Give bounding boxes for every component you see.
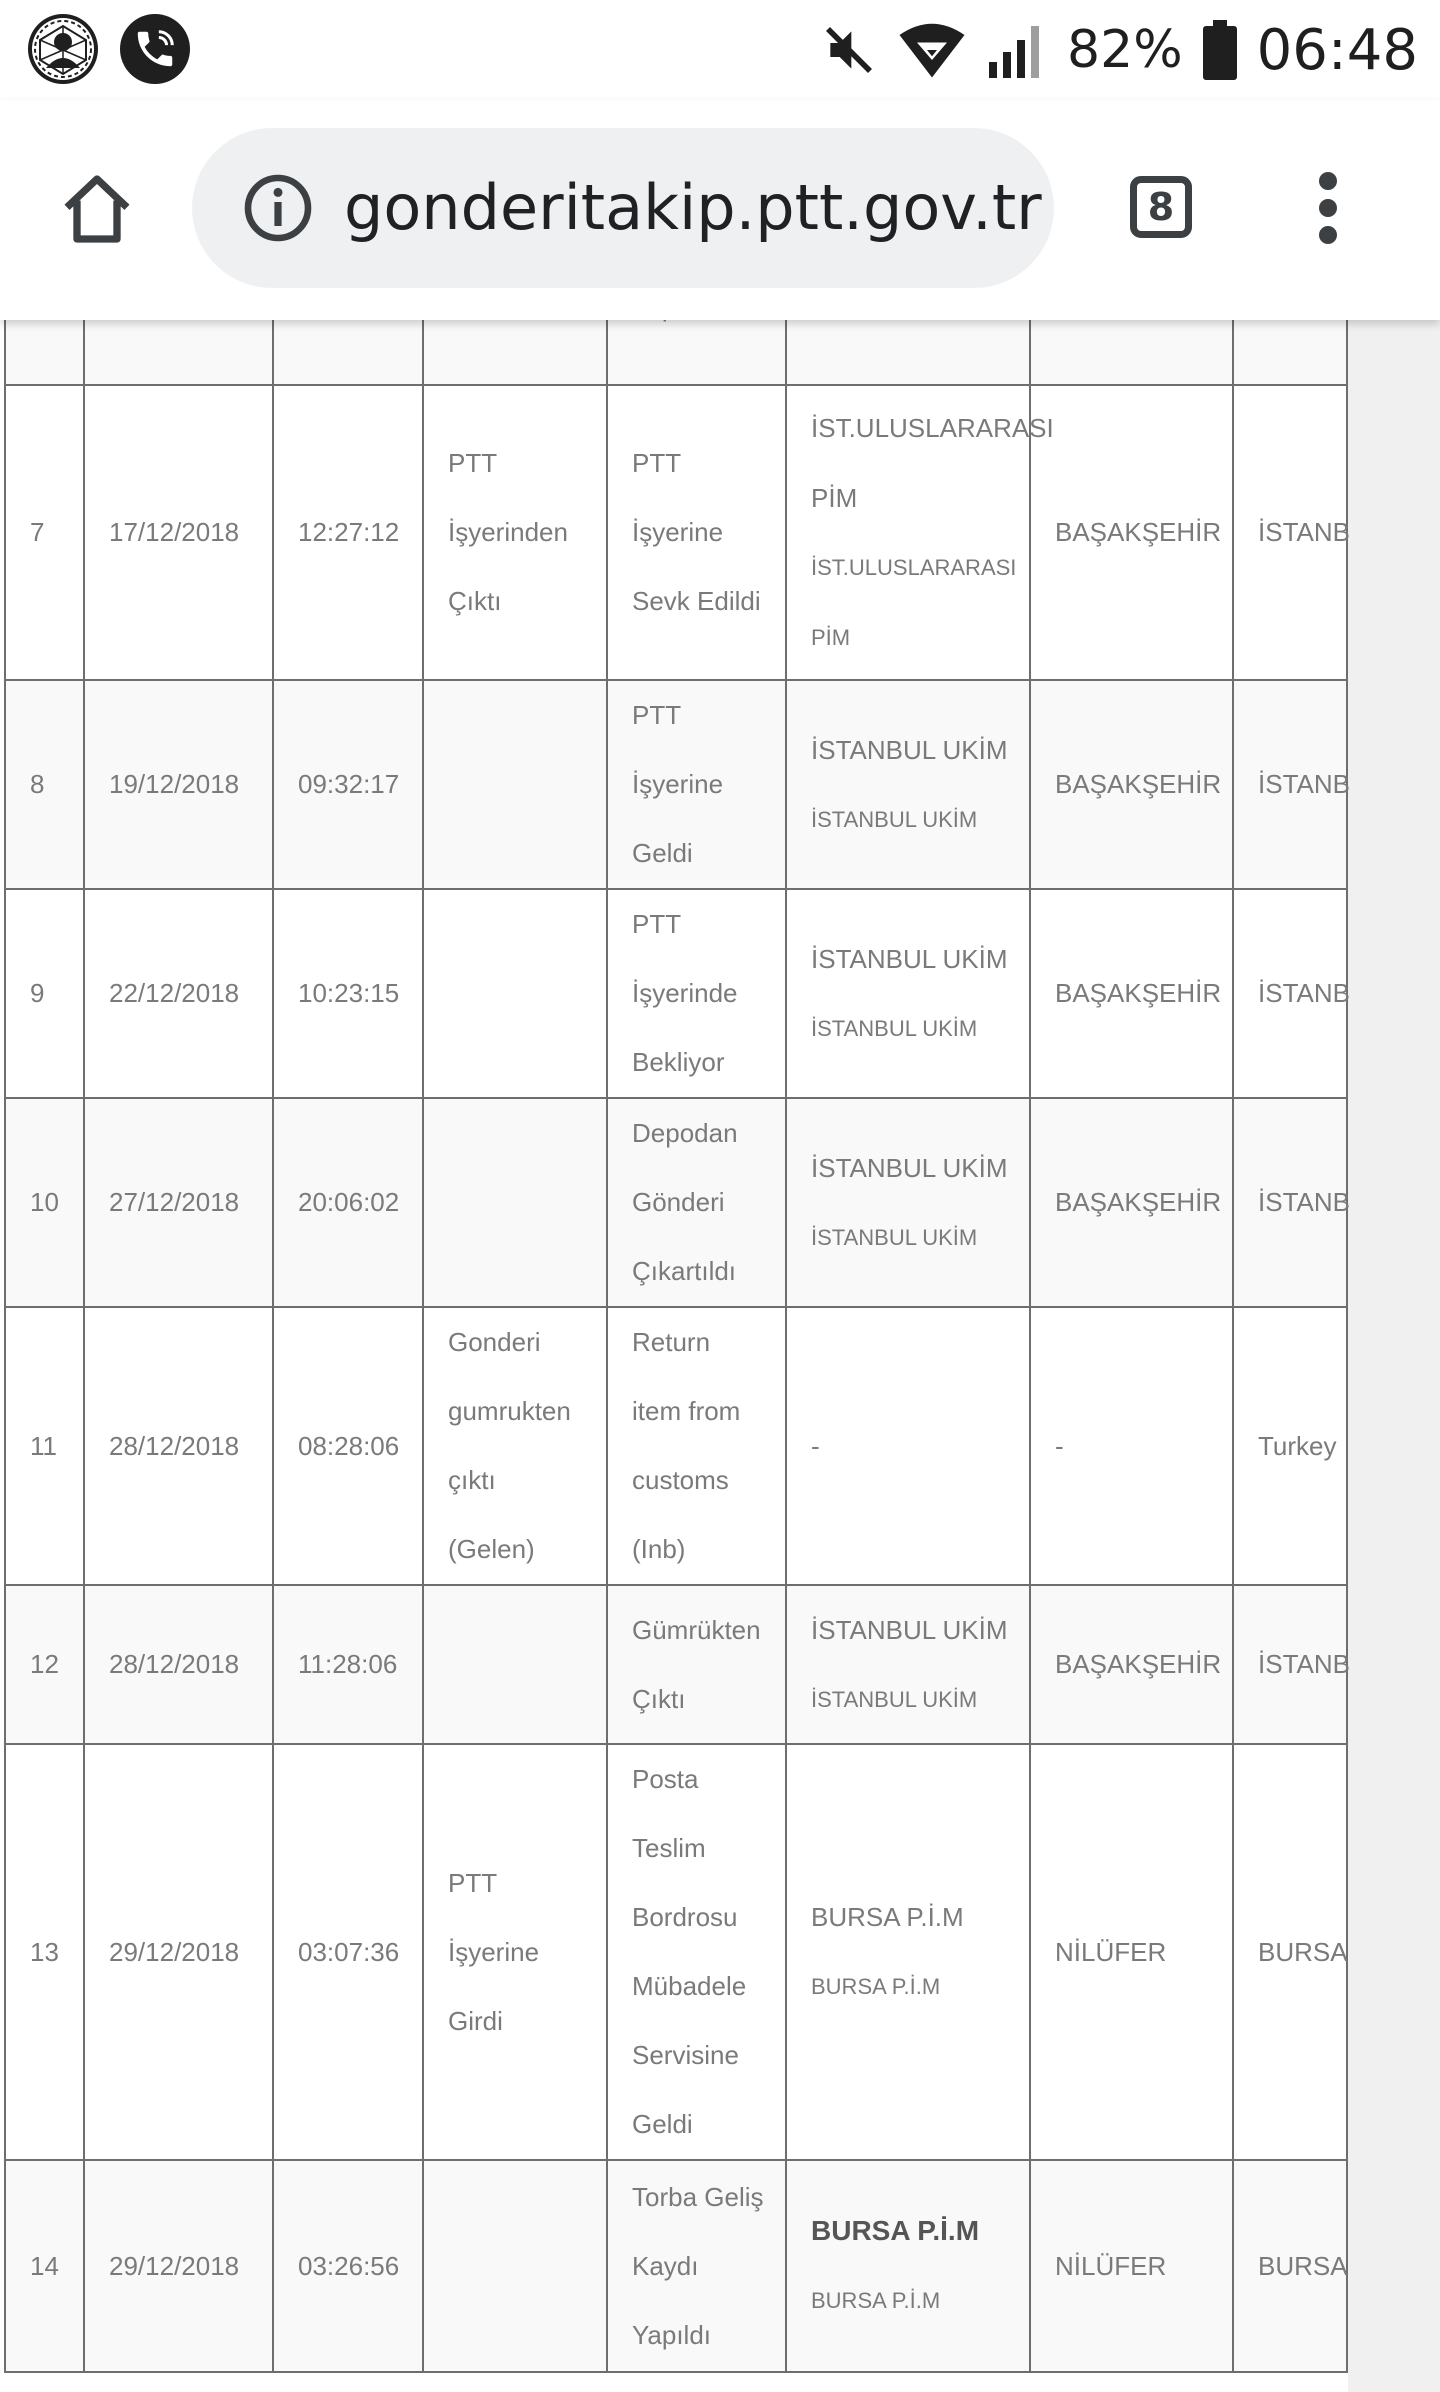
status-right-icons — [821, 12, 1418, 88]
event-cell — [423, 1585, 607, 1744]
row-number-cell: 13 — [5, 1744, 84, 2160]
signal-icon — [987, 21, 1047, 79]
office-secondary: BURSA P.İ.M — [811, 1974, 941, 1999]
date-cell: 28/12/2018 — [84, 1585, 273, 1744]
operation-cell-line: Teslim — [632, 1833, 706, 1863]
office-primary: - — [811, 1431, 820, 1461]
city-cell: İSTANB — [1233, 1098, 1347, 1307]
office-cell — [786, 385, 1054, 680]
event-cell — [423, 1744, 607, 2160]
row-number-cell: 8 — [5, 680, 84, 889]
operation-cell-line: Torba Geliş — [632, 2181, 764, 2212]
operation-cell-line: Return — [632, 1327, 711, 1357]
page-content — [0, 320, 1440, 2392]
row-number-cell: 11 — [5, 1307, 84, 1585]
table-row — [5, 1585, 1347, 1744]
mute-icon — [821, 22, 877, 78]
operation-cell-line: Bordrosu — [632, 1902, 738, 1932]
event-cell-line: İşyerinden — [448, 517, 568, 547]
district-cell: BAŞAKŞEHİR — [1030, 680, 1233, 889]
district-cell: BAŞAKŞEHİR — [1030, 1585, 1233, 1744]
operation-cell-line: Geldi — [632, 2109, 693, 2139]
event-cell — [423, 2160, 607, 2372]
operation-cell-line: PTT — [632, 448, 682, 478]
more-vert-icon — [1319, 172, 1337, 190]
operation-cell — [607, 2160, 786, 2372]
office-cell — [786, 1098, 1030, 1307]
battery-percent: 82% — [1067, 20, 1183, 80]
office-cell — [786, 1744, 1030, 2160]
event-cell-line: İşyerine — [448, 1936, 540, 1967]
district-cell: NİLÜFER — [1030, 2160, 1233, 2372]
table-row — [5, 889, 1347, 1098]
office-cell — [786, 2160, 1030, 2372]
info-icon[interactable] — [242, 172, 314, 244]
page-right-margin — [1348, 320, 1440, 2392]
date-cell: 27/12/2018 — [84, 1098, 273, 1307]
operation-cell — [607, 1585, 786, 1744]
date-cell: 29/12/2018 — [84, 2160, 273, 2372]
date-cell: 29/12/2018 — [84, 1744, 273, 2160]
office-primary: İSTANBUL UKİM — [811, 1614, 1008, 1645]
office-primary: İSTANBUL UKİM — [811, 1152, 1008, 1183]
operation-cell-line: Gönderi — [632, 1187, 725, 1217]
operation-cell-line: item from — [632, 1396, 741, 1426]
operation-cell-line: İşyerine — [632, 769, 724, 799]
operation-cell-line: Mübadele — [632, 1971, 747, 2001]
office-secondary: İSTANBUL UKİM — [811, 806, 978, 832]
table-row — [5, 1098, 1347, 1307]
network-globe-icon — [28, 14, 98, 84]
row-number-cell: 12 — [5, 1585, 84, 1744]
phone-icon — [120, 14, 190, 84]
status-bar — [0, 0, 1440, 100]
event-cell — [423, 1307, 607, 1585]
event-cell-line: PTT — [448, 1867, 498, 1898]
operation-cell-line: PTT — [632, 700, 682, 730]
operation-cell-line: Posta — [632, 1764, 699, 1794]
tab-count: 8 — [1147, 185, 1175, 229]
event-cell-line: Girdi — [448, 2005, 503, 2036]
table-row — [5, 2160, 1347, 2372]
district-cell: BAŞAKŞEHİR — [1030, 889, 1233, 1098]
city-cell: BURSA — [1233, 2160, 1347, 2372]
event-cell — [423, 680, 607, 889]
time-cell: 03:26:56 — [273, 2160, 423, 2372]
time-cell: 03:07:36 — [273, 1744, 423, 2160]
home-icon — [57, 169, 137, 249]
office-secondary: İSTANBUL UKİM — [811, 1686, 978, 1712]
time-cell: 10:23:15 — [273, 889, 423, 1098]
table-row — [5, 385, 1347, 680]
operation-cell-line: customs — [632, 1465, 729, 1495]
event-cell-line: gumrukten — [448, 1396, 571, 1426]
wifi-icon — [897, 20, 967, 80]
event-cell-line: Çıktı — [448, 586, 502, 616]
city-cell: İSTANB — [1233, 889, 1347, 1098]
office-primary: İSTANBUL UKİM — [811, 943, 1008, 974]
time-cell: 09:32:17 — [273, 680, 423, 889]
date-cell: 19/12/2018 — [84, 680, 273, 889]
office-primary: İST.ULUSLARARASI PİM — [811, 412, 1054, 513]
url-text[interactable]: gonderitakip.ptt.gov.tr — [344, 171, 1042, 244]
event-cell-line: Gonderi — [448, 1327, 541, 1357]
office-cell — [786, 680, 1030, 889]
time-cell: 12:27:12 — [273, 385, 423, 680]
event-cell — [423, 889, 607, 1098]
district-cell: BAŞAKŞEHİR — [1030, 1098, 1233, 1307]
operation-cell-line: Bekliyor — [632, 1047, 725, 1077]
operation-cell-line: Geldi — [632, 838, 693, 868]
district-cell: NİLÜFER — [1030, 1744, 1233, 2160]
clock-time: 06:48 — [1256, 17, 1418, 83]
operation-cell — [607, 385, 786, 680]
operation-cell-line: İşyerine — [632, 517, 724, 547]
table-row — [5, 680, 1347, 889]
battery-icon — [1203, 20, 1237, 80]
operation-cell-line: Depodan — [632, 1118, 738, 1148]
date-cell: 22/12/2018 — [84, 889, 273, 1098]
time-cell: 11:28:06 — [273, 1585, 423, 1744]
office-secondary: İST.ULUSLARARASI PİM — [811, 554, 1017, 650]
event-cell — [423, 1098, 607, 1307]
office-secondary: İSTANBUL UKİM — [811, 1224, 978, 1250]
operation-cell-line: Kaydı — [632, 2250, 699, 2281]
city-cell: İSTANB — [1233, 385, 1347, 680]
operation-cell-line: Gümrükten — [632, 1614, 761, 1645]
operation-cell-line: Çıktı — [632, 1683, 686, 1714]
operation-cell-line: PTT — [632, 909, 682, 939]
office-primary: İSTANBUL UKİM — [811, 734, 1008, 765]
operation-cell — [607, 1098, 786, 1307]
date-cell: 28/12/2018 — [84, 1307, 273, 1585]
row-number-cell: 14 — [5, 2160, 84, 2372]
operation-cell-line: Yapıldı — [632, 2319, 712, 2350]
operation-cell-line: Çıkartıldı — [632, 1256, 737, 1286]
tab-switcher-button[interactable] — [1130, 176, 1192, 238]
city-cell: BURSA — [1233, 1744, 1347, 2160]
operation-cell — [607, 680, 786, 889]
time-cell: 08:28:06 — [273, 1307, 423, 1585]
operation-cell-line: İşyerinde — [632, 978, 738, 1008]
operation-cell-line: Servisine — [632, 2040, 739, 2070]
district-cell: BAŞAKŞEHİR — [1030, 385, 1233, 680]
status-left-icons — [28, 14, 190, 84]
overflow-menu-button[interactable] — [1308, 172, 1348, 244]
row-number-cell: 10 — [5, 1098, 84, 1307]
table-row — [5, 1744, 1347, 2160]
address-bar[interactable] — [192, 128, 1054, 288]
office-secondary: BURSA P.İ.M — [811, 2288, 941, 2313]
operation-cell-line: Sevk Edildi — [632, 586, 761, 616]
city-cell: Turkey — [1233, 1307, 1347, 1585]
operation-cell — [607, 889, 786, 1098]
row-number-cell: 9 — [5, 889, 84, 1098]
office-primary: BURSA P.İ.M — [811, 2215, 980, 2246]
office-secondary: İSTANBUL UKİM — [811, 1015, 978, 1041]
district-cell: - — [1030, 1307, 1233, 1585]
tracking-table — [4, 228, 1348, 2373]
office-cell — [786, 889, 1030, 1098]
event-cell-line: çıktı — [448, 1465, 496, 1495]
operation-cell — [607, 1744, 786, 2160]
event-cell-line: PTT — [448, 448, 498, 478]
time-cell: 20:06:02 — [273, 1098, 423, 1307]
browser-toolbar — [0, 100, 1440, 320]
event-cell — [423, 385, 607, 680]
office-cell — [786, 1307, 1030, 1585]
table-row — [5, 1307, 1347, 1585]
date-cell: 17/12/2018 — [84, 385, 273, 680]
city-cell: İSTANB — [1233, 680, 1347, 889]
row-number-cell: 7 — [5, 385, 84, 680]
office-cell — [786, 1585, 1030, 1744]
city-cell: İSTANB — [1233, 1585, 1347, 1744]
operation-cell — [607, 1307, 786, 1585]
office-primary: BURSA P.İ.M — [811, 1902, 964, 1932]
event-cell-line: (Gelen) — [448, 1534, 535, 1564]
home-button[interactable] — [52, 164, 142, 254]
operation-cell-line: (Inb) — [632, 1534, 686, 1564]
